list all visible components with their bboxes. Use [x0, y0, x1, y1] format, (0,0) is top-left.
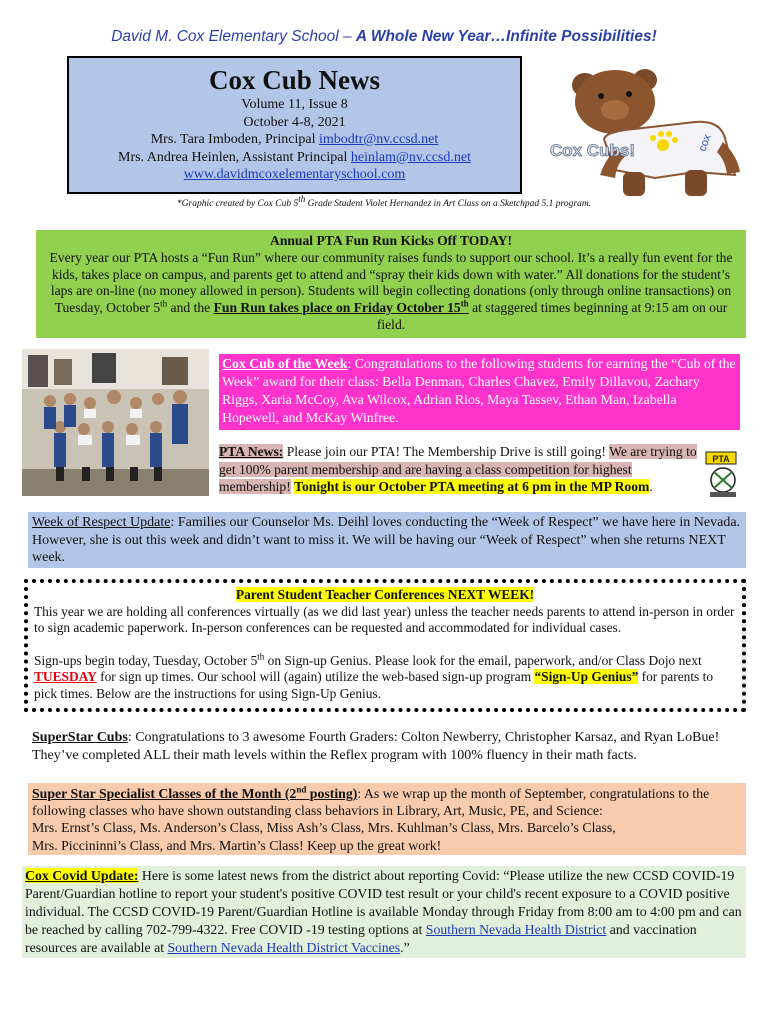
fun-run-title: Annual PTA Fun Run Kicks Off TODAY!: [270, 233, 512, 248]
class-group-photo: [22, 349, 209, 496]
pta-end: .: [649, 479, 653, 495]
fun-run-section: [36, 230, 746, 338]
conf-p2-text-b: on Sign-up Genius. Please look for the email, paperwork, and/or Class Dojo next: [264, 652, 702, 668]
fun-run-sup2: th: [460, 298, 469, 309]
cox-cubs-badge: Cox Cubs!: [550, 141, 635, 160]
principal-email-link[interactable]: imbodtr@nv.ccsd.net: [318, 132, 439, 147]
cub-of-the-week-body: : Congratulations to the following students for earning the “Cub of the Week” award for their class: Bella Denman, Charles Chavez, Emily Dillavou, Zachary Riggs, Xaria McCoy, Ava Wilcox, Adrian Rios, Maya Tassev, Ethan Man, Izabella Hopewell, and McKay Winfree.: [222, 356, 736, 425]
cox-cub-bear-drawing: [545, 60, 755, 200]
newsletter-title: Cox Cub News: [208, 65, 381, 95]
conferences-paragraph-1: This year we are holding all conferences virtually (as we did last year) unless the teacher needs parents to attend in-person in order to sign academic paperwork. In-person conferences can be requested and accommodated for individual cases.: [34, 603, 735, 635]
superstar-cubs-label: SuperStar Cubs: [32, 730, 128, 745]
specialist-body: : As we wrap up the month of September, congratulations to the following classes who have shown outstanding class behaviors in Library, Art, Music, PE, and Science:: [32, 786, 710, 819]
fun-run-text-a: Every year our PTA hosts a “Fun Run” where our community raises funds to support our school. It’s a really fun event for the kids, takes place on campus, and parents get to attend and “spray their kids down with water.” All donations for the student’s laps are on-line (no money allowed in person). Students will begin collecting donations (only through online transactions) on Tuesday, October 5: [49, 249, 733, 316]
specialist-classes-section: [28, 783, 746, 855]
credit-text-a: *Graphic created by Cox Cub 5: [176, 199, 299, 210]
website-line: [69, 166, 520, 184]
conferences-section: [24, 579, 746, 712]
specialist-label-a: Super Star Specialist Classes of the Month (2: [32, 786, 297, 801]
covid-mid: and vaccination resources are available at: [25, 922, 697, 955]
conf-p2-text-c: for sign up times. Our school will (again) utilize the web-based sign-up program: [96, 669, 535, 684]
tagline: [0, 28, 768, 46]
pta-highlight: We are trying to get 100% parent membership and are having a class competition for highest membership!: [219, 444, 697, 495]
snhd-vaccines-link[interactable]: Southern Nevada Health District Vaccines: [167, 940, 401, 955]
specialist-label-sup: nd: [296, 784, 307, 795]
volume-issue: Volume 11, Issue 8: [241, 97, 348, 112]
superstar-cubs-body: : Congratulations to 3 awesome Fourth Graders: Colton Newberry, Christopher Karsaz, and Ryan LoBue! They’ve completed ALL their math levels within the Reflex program with 100% fluency in their math facts.: [32, 730, 720, 763]
fun-run-text-c: at staggered times beginning at 9:15 am on our field.: [376, 300, 728, 332]
school-name: David M. Cox Elementary School –: [111, 28, 356, 45]
fun-run-body: [44, 250, 738, 334]
asst-principal-line: [69, 149, 520, 167]
graphic-credit: [0, 194, 768, 210]
specialist-label-b: posting): [306, 786, 358, 801]
credit-sup: th: [298, 194, 306, 204]
conf-signup-genius: “Sign-Up Genius”: [534, 669, 639, 684]
asst-principal-email-link[interactable]: heinlam@nv.ccsd.net: [350, 149, 471, 165]
specialist-intro: [32, 785, 742, 819]
masthead: [67, 56, 522, 194]
conf-p2-text-a: Sign-ups begin today, Tuesday, October 5: [34, 652, 258, 668]
week-of-respect-body: : Families our Counselor Ms. Deihl loves conducting the “Week of Respect” we have here in Nevada. However, she is out this week and didn’t want to miss it. We will be having our “Week of Respect” when she returns NEXT week.: [32, 515, 741, 565]
covid-body: Here is some latest news from the district about reporting Covid: “Please utilize the new CCSD COVID-19 Parent/Guardian hotline to report your student's positive COVID test result or your child's recent exposure to a COVID positive individual. The CCSD COVID-19 Parent/Guardian Hotline is available Monday through Friday from 8:00 am to 4:00 pm and can be reached by calling 702-799-4322. Free COVID -19 testing options at: [25, 868, 742, 937]
pta-text-a: Please join our PTA! The Membership Drive is still going!: [283, 444, 610, 459]
conferences-title: Parent Student Teacher Conferences NEXT WEEK!: [235, 587, 535, 602]
fun-run-text-b: and the: [167, 300, 214, 316]
website-link[interactable]: www.davidmcoxelementaryschool.com: [183, 167, 406, 182]
motto: A Whole New Year…Infinite Possibilities!: [355, 28, 657, 45]
conferences-title-row: [34, 587, 736, 604]
asst-principal-name: Mrs. Andrea Heinlen, Assistant Principal: [118, 149, 351, 165]
conf-p2-text-d: for parents to pick times. Below are the instructions for using Sign-Up Genius.: [34, 669, 714, 701]
pta-logo: [700, 450, 746, 500]
conf-p2-sup: th: [257, 651, 265, 662]
conferences-spacer: [34, 637, 736, 653]
bear-shirt-text: cox: [696, 132, 714, 154]
superstar-cubs-section: [32, 729, 744, 764]
covid-update-label: Cox Covid Update:: [25, 868, 139, 883]
conf-tuesday: TUESDAY: [34, 669, 97, 684]
specialist-class-list-1: Mrs. Ernst’s Class, Ms. Anderson’s Class, Miss Ash’s Class, Mrs. Kuhlman’s Class, Mrs. Barcelo’s Class,: [32, 820, 616, 836]
cub-of-the-week-label: Cox Cub of the Week: [222, 356, 348, 371]
week-of-respect-label: Week of Respect Update: [32, 515, 171, 530]
pta-meeting-notice: Tonight is our October PTA meeting at 6 pm in the MP Room: [294, 479, 650, 495]
issue-dates: October 4-8, 2021: [243, 114, 346, 130]
pta-news-label: PTA News:: [219, 444, 284, 459]
cub-of-the-week-section: [219, 354, 740, 430]
covid-end: .”: [400, 940, 410, 955]
snhd-link[interactable]: Southern Nevada Health District: [425, 922, 607, 937]
credit-text-b: Grade Student Violet Hernandez in Art Class on a Sketchpad 5.1 program.: [305, 199, 592, 210]
week-of-respect-section: [28, 512, 746, 568]
pta-logo-text: PTA: [712, 454, 730, 464]
specialist-class-list-2: Mrs. Piccininni’s Class, and Mrs. Martin’s Class! Keep up the great work!: [32, 837, 442, 853]
principal-name: Mrs. Tara Imboden, Principal: [150, 132, 319, 147]
specialist-label: [32, 786, 357, 801]
fun-run-date: Fun Run takes place on Friday October 15: [213, 300, 461, 316]
fun-run-sup1: th: [160, 298, 168, 309]
principal-line: [69, 131, 520, 149]
conferences-paragraph-2: [34, 653, 736, 703]
pta-news-section: [219, 443, 697, 496]
covid-update-section: [22, 866, 746, 958]
